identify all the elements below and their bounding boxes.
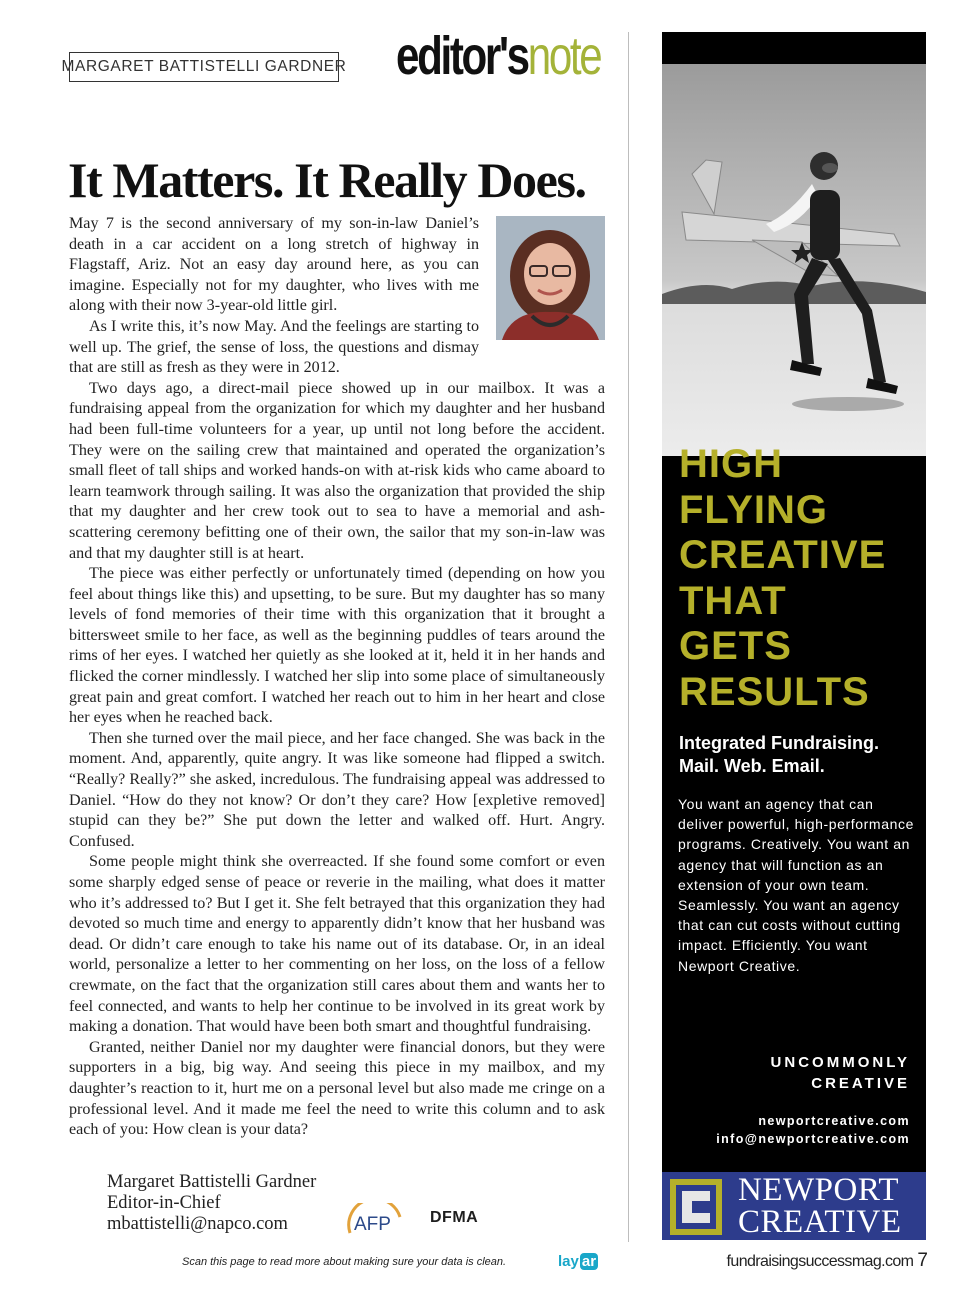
photo-spacer [479, 214, 605, 342]
article-paragraph-1: May 7 is the second anniversary of my son-in-law Daniel’s death in a car accident on a long stretch of highway in Flagstaff, Ariz. Not an easy day around here, as you can imagine. Especially not for my daughter, who lives with me along with their now 3-year-old little girl. [69, 215, 479, 315]
ad-contact [716, 1112, 910, 1148]
article-paragraph-4: The piece was either perfectly or unfortunately timed (depending on how you feel about things like this) and upsetting, to be sure. But my daughter has so many levels of fond memories of their time with this organization that it brought a bittersweet smile to her face, as well as the beginning puddles of tears around the rims of her eyes. I watched her quietly as she looked at it, held it in her hands and flicked the corner mindlessly. I watched her slip into some place of simultaneously great pain and great comfort. I watched her reach out to him in her heart and close her eyes when he reached back. [69, 565, 605, 727]
ad-tagline-line-2: CREATIVE [811, 1075, 910, 1092]
layar-logo-ar: ar [581, 1253, 597, 1270]
ad-tagline-line-1: UNCOMMONLY [770, 1054, 910, 1071]
afp-logo-graphic [344, 1203, 406, 1239]
afp-logo-text: AFP [354, 1214, 391, 1235]
newport-creative-ad[interactable] [662, 32, 926, 1240]
logo-note-word: note [527, 26, 601, 86]
layar-logo-text: lay [558, 1253, 579, 1270]
newport-logo-line-1: NEWPORT [738, 1172, 900, 1208]
ad-headline-line-1: HIGH [679, 442, 783, 486]
ad-headline-line-2: FLYING [679, 487, 828, 532]
signature-block [107, 1172, 316, 1235]
ad-headline-line-3: CREATIVE [679, 533, 887, 577]
ad-body-copy: You want an agency that can deliver powerful, high-performance programs. Creatively. You want an agency that will function as an extension of your own team. Seamlessly. You want an agency that can cut costs without cutting impact. Efficiently. You want Newport Creative. [678, 796, 914, 974]
article-paragraph-5: Then she turned over the mail piece, and her face changed. She was back in the moment. And, apparently, quite angry. It was like someone had flipped a switch. “Really? Really?” she asked, incredulous. The fundraising appeal was addressed to Daniel. “How do they not know? Or don’t they care? How [expletive removed] stupid can they be?” She put down the letter and walked off. Hurt. Angry. Confused. [69, 729, 605, 850]
ad-email-link[interactable]: info@newportcreative.com [716, 1132, 910, 1146]
logo-editors-word: editor's [396, 26, 528, 86]
signature-name: Margaret Battistelli Gardner [107, 1172, 317, 1192]
column-divider [628, 32, 629, 1242]
page-folio [727, 1250, 928, 1272]
ad-headline [679, 442, 886, 715]
ad-headline-line-5: GETS [679, 624, 792, 668]
ad-website-link[interactable]: newportcreative.com [758, 1114, 910, 1128]
newport-creative-logo [662, 1172, 926, 1240]
jet-man-illustration [662, 64, 926, 456]
author-name-box: MARGARET BATTISTELLI GARDNER [69, 52, 339, 82]
article-paragraph-3: Two days ago, a direct-mail piece showed up in our mailbox. It was a fundraising appeal from the organization for which my daughter and her husband had been full-time volunteers for a year, up until not long before the accident. They were on the sailing crew that maintained and operated the organization’s small fleet of tall ships and worked hands-on with at-risk kids who came aboard to learn teamwork through sailing. It was also the organization that provided the ship that my daughter and her crew took out to sea to have a memorial and ash-scattering ceremony befitting one of their own, the sailor that my son-in-law was and that my daughter still is at heart. [69, 379, 605, 562]
article-body [69, 214, 605, 1141]
afp-logo [344, 1203, 406, 1239]
article-paragraph-7: Granted, neither Daniel nor my daughter were financial donors, but they were supporters in a big, big way. And seeing this piece in my mailbox, and my daughter’s reaction to it, hurt me on a personal level but also made me cringe on a professional level. And it made me feel the need to write this column and to ask each of you: How clean is your data? [69, 1038, 605, 1139]
ad-headline-line-4: THAT [679, 578, 787, 623]
page-number: 7 [917, 1250, 928, 1271]
ad-subheading-line-2: Mail. Web. Email. [679, 756, 825, 776]
signature-email[interactable]: mbattistelli@napco.com [107, 1214, 288, 1234]
folio-website[interactable]: fundraisingsuccessmag.com [726, 1253, 914, 1270]
signature-title: Editor-in-Chief [107, 1193, 221, 1213]
ad-subheading-line-1: Integrated Fundraising. [679, 733, 880, 753]
newport-logo-line-2: CREATIVE [738, 1204, 902, 1240]
ad-tagline [771, 1052, 910, 1094]
newport-logo-text [738, 1174, 902, 1238]
ad-headline-line-6: RESULTS [679, 669, 870, 714]
layar-logo[interactable] [558, 1253, 598, 1270]
article-paragraph-2: As I write this, it’s now May. And the feelings are starting to well up. The grief, the sense of loss, the questions and dismay that are still as fresh as they were in 2012. [69, 317, 479, 377]
scan-instruction: Scan this page to read more about making sure your data is clean. [182, 1256, 507, 1268]
article-paragraph-6: Some people might think she overreacted. If she found some comfort or even some sharply edged sense of peace or reverie in the mailing, what does it matter who it’s addressed to? But I get it. She felt betrayed that this organization they had devoted so much time and energy to apparently didn’t know that her husband was dead. Or didn’t care enough to take his name out of its database. Or, in an ideal world, personalize a letter to her commenting on her loss, on the loss of a fellow crewmate, on the fact that the organization still cares about them and wants her to feel connected, and wants to help her continue to be involved in its great work by making a donation. That would have been both smart and thoughtful fundraising. [69, 853, 605, 1036]
dfma-logo: DFMA [430, 1209, 479, 1226]
newport-logo-mark-icon [670, 1179, 722, 1235]
ad-subheading [679, 732, 879, 778]
article-headline: It Matters. It Really Does. [68, 152, 586, 208]
ad-photo-jet-man [662, 64, 926, 456]
editors-note-logo [396, 20, 600, 92]
